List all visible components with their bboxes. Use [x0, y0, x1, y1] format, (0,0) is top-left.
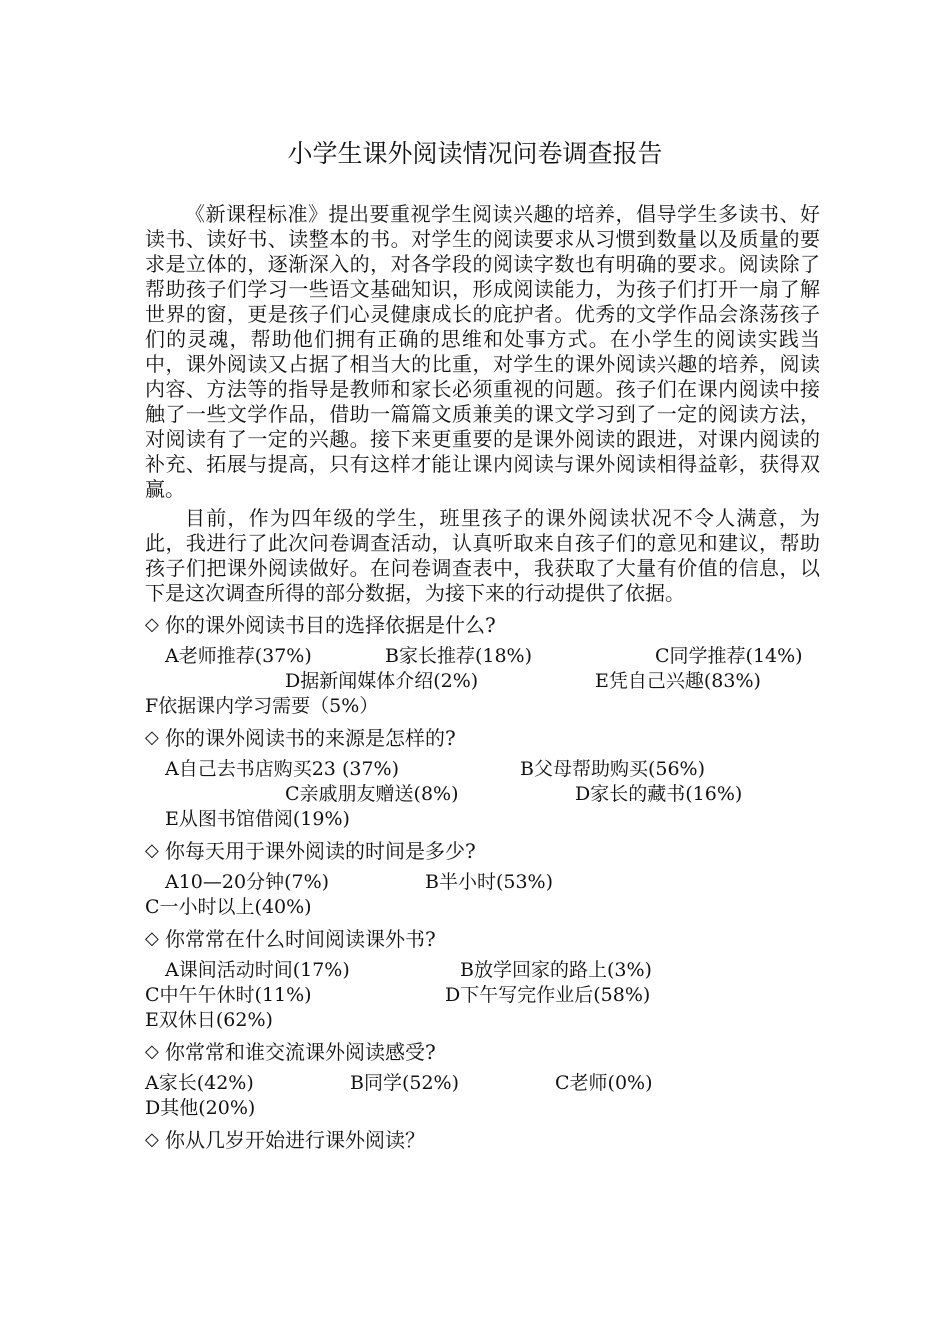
answer-options: [145, 644, 820, 719]
answer-option: D据新闻媒体介绍(2%): [285, 670, 479, 692]
answer-option: D家长的藏书(16%): [575, 783, 743, 805]
question-text: 你从几岁开始进行课外阅读？: [165, 1128, 425, 1152]
answer-option: C同学推荐(14%): [655, 645, 803, 667]
question-block-5: [145, 1039, 820, 1121]
answer-option: D其他(20%): [145, 1097, 256, 1119]
answer-option: F依据课内学习需要（5%）: [145, 695, 379, 717]
answer-options: [145, 958, 820, 1033]
answer-option: E凭自己兴趣(83%): [595, 670, 761, 692]
answer-option: C中午午休时(11%): [145, 984, 312, 1006]
answer-option: C亲戚朋友赠送(8%): [285, 783, 459, 805]
diamond-outline-icon: ◇: [145, 1129, 159, 1150]
question-text: 你每天用于课外阅读的时间是多少?: [165, 839, 476, 863]
answer-options: [145, 870, 820, 920]
answer-option: E双休日(62%): [145, 1009, 273, 1031]
question-text: 你常常在什么时间阅读课外书?: [165, 927, 436, 951]
answer-options: [145, 1071, 820, 1121]
diamond-outline-icon: ◇: [145, 727, 159, 748]
document-title: 小学生课外阅读情况问卷调查报告: [287, 139, 663, 168]
diamond-outline-icon: ◇: [145, 614, 159, 635]
question-block-1: [145, 612, 820, 719]
question-text: 你的课外阅读书的来源是怎样的?: [165, 726, 456, 750]
answer-options: [145, 757, 820, 832]
question-heading: [145, 926, 820, 952]
question-heading: [145, 1039, 820, 1065]
question-block-6: [145, 1127, 820, 1153]
answer-option: B放学回家的路上(3%): [460, 959, 652, 981]
answer-option: A老师推荐(37%): [165, 645, 312, 667]
intro-paragraph-2: 目前，作为四年级的学生，班里孩子的课外阅读状况不令人满意，为此，我进行了此次问卷调查活动，认真听取来自孩子们的意见和建议，帮助孩子们把课外阅读做好。在问卷调查表中，我获取了大量有价值的信息，以下是这次调查所得的部分数据，为接下来的行动提供了依据。: [145, 506, 820, 605]
answer-option: D下午写完作业后(58%): [445, 984, 651, 1006]
document-body: [145, 202, 820, 1153]
answer-option: C老师(0%): [555, 1072, 653, 1094]
diamond-outline-icon: ◇: [145, 928, 159, 949]
answer-option: A自己去书店购买23 (37%): [165, 758, 399, 780]
question-text: 你常常和谁交流课外阅读感受?: [165, 1040, 436, 1064]
diamond-outline-icon: ◇: [145, 1041, 159, 1062]
question-text: 你的课外阅读书目的选择依据是什么?: [165, 613, 496, 637]
question-heading: [145, 838, 820, 864]
diamond-outline-icon: ◇: [145, 840, 159, 861]
question-block-2: [145, 725, 820, 832]
answer-option: E从图书馆借阅(19%): [165, 808, 350, 830]
intro-paragraph-1: 《新课程标准》提出要重视学生阅读兴趣的培养，倡导学生多读书、好读书、读好书、读整本的书。对学生的阅读要求从习惯到数量以及质量的要求是立体的，逐渐深入的，对各学段的阅读字数也有明确的要求。阅读除了帮助孩子们学习一些语文基础知识，形成阅读能力，为孩子们打开一扇了解世界的窗，更是孩子们心灵健康成长的庇护者。优秀的文学作品会涤荡孩子们的灵魂，帮助他们拥有正确的思维和处事方式。在小学生的阅读实践当中，课外阅读又占据了相当大的比重，对学生的课外阅读兴趣的培养，阅读内容、方法等的指导是教师和家长必须重视的问题。孩子们在课内阅读中接触了一些文学作品，借助一篇篇文质兼美的课文学习到了一定的阅读方法，对阅读有了一定的兴趣。接下来更重要的是课外阅读的跟进，对课内阅读的补充、拓展与提高，只有这样才能让课内阅读与课外阅读相得益彰，获得双赢。: [145, 202, 820, 501]
answer-option: A课间活动时间(17%): [165, 959, 350, 981]
question-heading: [145, 612, 820, 638]
answer-option: C一小时以上(40%): [145, 896, 312, 918]
question-block-3: [145, 838, 820, 920]
answer-option: A家长(42%): [145, 1072, 254, 1094]
question-heading: [145, 1127, 820, 1153]
answer-option: B半小时(53%): [425, 871, 554, 893]
answer-option: B同学(52%): [350, 1072, 460, 1094]
question-heading: [145, 725, 820, 751]
answer-option: A10—20分钟(7%): [165, 871, 330, 893]
question-block-4: [145, 926, 820, 1033]
answer-option: B家长推荐(18%): [385, 645, 533, 667]
answer-option: B父母帮助购买(56%): [520, 758, 706, 780]
